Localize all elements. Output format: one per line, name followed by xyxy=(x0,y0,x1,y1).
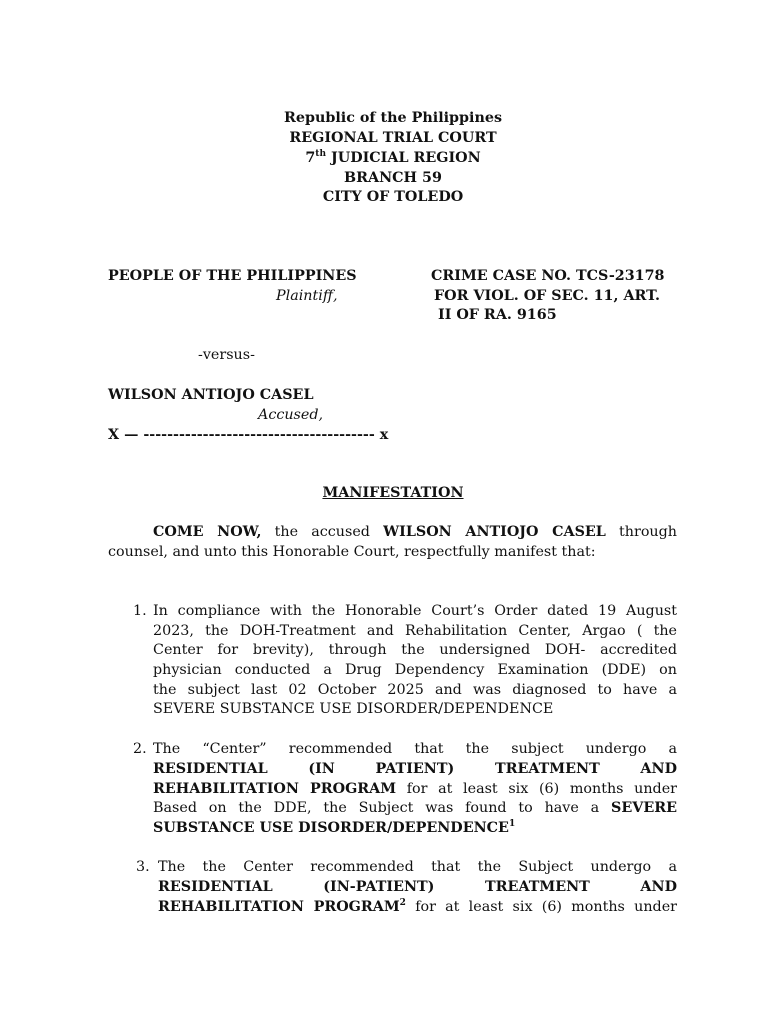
case-violation-cont: II OF RA. 9165 xyxy=(438,307,557,323)
case-number: CRIME CASE NO. TCS-23178 xyxy=(431,268,665,284)
caption-court: REGIONAL TRIAL COURT xyxy=(289,130,497,146)
region-label: JUDICIAL REGION xyxy=(325,150,481,166)
item-1-number: 1. xyxy=(133,603,147,619)
diagnosis-label: SUBSTANCE USE DISORDER/DEPENDENCE xyxy=(153,820,509,836)
document-title: MANIFESTATION xyxy=(322,485,464,501)
caption-region xyxy=(0,148,768,168)
footnote-ref-1: 1 xyxy=(508,819,516,830)
item-2-line-5 xyxy=(153,818,515,838)
program-name: REHABILITATION PROGRAM xyxy=(153,781,397,797)
program-name xyxy=(158,899,406,915)
item-3-line-1: The the Center recommended that the Subject undergo a xyxy=(158,859,677,875)
intro-come-now: COME NOW, xyxy=(153,524,262,540)
item-1-line: physician conducted a Drug Dependency Examination (DDE) on xyxy=(153,662,677,678)
region-ordinal: th xyxy=(315,149,326,160)
item-1-line: the subject last 02 October 2025 and was diagnosed to have a xyxy=(153,682,677,698)
item-3-line-2: RESIDENTIAL (IN-PATIENT) TREATMENT AND xyxy=(158,879,677,895)
caption-divider: X — --------------------------------------- x xyxy=(108,427,389,443)
program-name-text: REHABILITATION PROGRAM xyxy=(158,899,400,915)
versus-label: -versus- xyxy=(198,347,255,363)
item-3-number: 3. xyxy=(136,859,150,875)
item-2-line-3 xyxy=(153,779,677,799)
intro-text: the accused xyxy=(274,524,370,540)
footnote-ref-2: 2 xyxy=(399,898,406,909)
item-1-line: 2023, the DOH-Treatment and Rehabilitation Center, Argao ( the xyxy=(153,623,677,639)
region-number: 7 xyxy=(305,150,316,166)
intro-text-2: through xyxy=(619,524,677,540)
accused-name: WILSON ANTIOJO CASEL xyxy=(108,387,314,403)
caption-branch: BRANCH 59 xyxy=(344,170,442,186)
dde-finding: Based on the DDE, the Subject was found to have a xyxy=(153,800,600,816)
plaintiff-name: PEOPLE OF THE PHILIPPINES xyxy=(108,268,357,284)
item-2-number: 2. xyxy=(133,741,147,757)
intro-accused-name: WILSON ANTIOJO CASEL xyxy=(383,524,606,540)
severity-label: SEVERE xyxy=(611,800,677,816)
intro-line-1 xyxy=(153,522,677,542)
program-duration: for at least six (6) months under xyxy=(415,899,677,915)
caption-city: CITY OF TOLEDO xyxy=(322,189,464,205)
item-3-line-3 xyxy=(158,897,677,917)
item-2-line-4 xyxy=(153,798,677,818)
program-duration: for at least six (6) months under xyxy=(406,781,678,797)
item-1-line: SEVERE SUBSTANCE USE DISORDER/DEPENDENCE xyxy=(153,701,554,717)
intro-line-2: counsel, and unto this Honorable Court, respectfully manifest that: xyxy=(108,544,596,560)
item-1-line: Center for brevity), through the undersigned DOH- accredited xyxy=(153,642,677,658)
plaintiff-role: Plaintiff, xyxy=(276,288,338,304)
item-1-line: In compliance with the Honorable Court’s Order dated 19 August xyxy=(153,603,677,619)
caption-republic: Republic of the Philippines xyxy=(283,110,503,126)
item-2-line-1: The “Center” recommended that the subject undergo a xyxy=(153,741,677,757)
accused-role: Accused, xyxy=(258,407,324,423)
case-violation: FOR VIOL. OF SEC. 11, ART. xyxy=(434,288,660,304)
item-2-line-2: RESIDENTIAL (IN PATIENT) TREATMENT AND xyxy=(153,761,677,777)
